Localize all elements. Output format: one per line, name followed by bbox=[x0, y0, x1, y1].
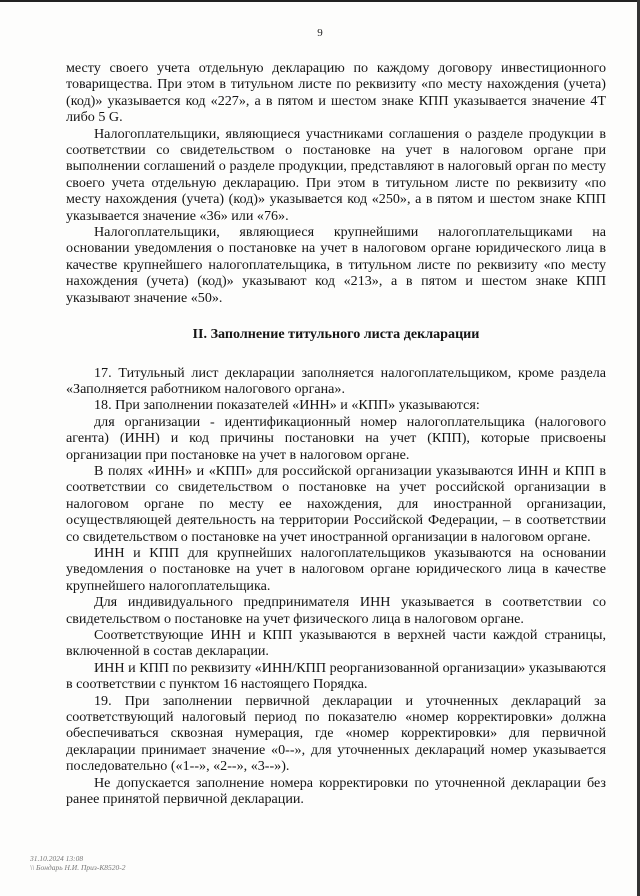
paragraph-19: 19. При заполнении первичной декларации и уточненных деклараций за соответствующий налоговый период по показателю «номер корректировки» должна обеспечиваться сквозная нумерация, где «номер корректировки» для первичной декларации принимает значение «0--», для уточненных деклараций номер указывается последовательно («1--», «2--», «3--»). bbox=[66, 692, 606, 775]
paragraph-continuation: месту своего учета отдельную декларацию по каждому договору инвестиционного товарищества. При этом в титульном листе по реквизиту «по месту нахождения (учета) (код)» указывается код «227», а в пятом и шестом знаке КПП указывается значение 4Т либо 5 G. bbox=[66, 60, 606, 126]
paragraph-entrepreneur: Для индивидуального предпринимателя ИНН указывается в соответствии со свидетельством о постановке на учет физического лица в налоговом органе. bbox=[66, 594, 606, 627]
paragraph-each-page: Соответствующие ИНН и КПП указываются в верхней части каждой страницы, включенной в состав декларации. bbox=[66, 627, 606, 660]
document-footer bbox=[30, 854, 126, 872]
paragraph-18: 18. При заполнении показателей «ИНН» и «КПП» указываются: bbox=[94, 397, 480, 414]
footer-author: \\ Бондарь Н.И. Приз-К8520-2 bbox=[30, 863, 126, 872]
paragraph-17: 17. Титульный лист декларации заполняется налогоплательщиком, кроме раздела «Заполняется работником налогового органа». bbox=[66, 364, 606, 397]
paragraph-largest-taxpayers: Налогоплательщики, являющиеся крупнейшими налогоплательщиками на основании уведомления о постановке на учет в налоговом органе юридического лица в качестве крупнейшего налогоплательщика, в титульном листе по реквизиту «по месту нахождения (учета) (код)» указывают код «213», а в пятом и шестом знаке КПП указывают значение «50». bbox=[66, 224, 606, 306]
paragraph-reorganized: ИНН и КПП по реквизиту «ИНН/КПП реорганизованной организации» указываются в соответствии с пунктом 16 настоящего Порядка. bbox=[66, 659, 606, 693]
paragraph-largest-inn-kpp: ИНН и КПП для крупнейших налогоплательщиков указываются на основании уведомления о постановке на учет в налоговом органе юридического лица в качестве крупнейшего налогоплательщика. bbox=[66, 544, 606, 594]
paragraph-inn-kpp-fields: В полях «ИНН» и «КПП» для российской организации указываются ИНН и КПП в соответствии со свидетельством о постановке на учет российской организации в налоговом органе по месту ее нахождения, для иностранной организации, осуществляющей деятельность на территории Российской Федерации, – в соответствии со свидетельством о постановке на учет иностранной организации в налоговом органе. bbox=[66, 462, 606, 545]
paragraph-organization: для организации - идентификационный номер налогоплательщика (налогового агента) (ИНН) и код причины постановки на учет (КПП), которые присвоены организации при постановке на учет в налоговом органе. bbox=[66, 413, 606, 463]
document-body bbox=[66, 60, 606, 807]
scan-edge-top bbox=[0, 0, 640, 2]
footer-timestamp: 31.10.2024 13:08 bbox=[30, 854, 84, 863]
paragraph-psa-taxpayers: Налогоплательщики, являющиеся участниками соглашения о разделе продукции в соответствии со свидетельством о постановке на учет в налоговом органе при выполнении соглашений о разделе продукции, представляют в налоговый орган по месту своего учета отдельную декларацию. При этом в титульном листе по реквизиту «по месту нахождения (учета) (код)» указывается код «250», а в пятом и шестом знаке КПП указывается значение «36» или «76». bbox=[66, 125, 606, 224]
page-number: 9 bbox=[317, 27, 323, 39]
paragraph-no-correction: Не допускается заполнение номера корректировки по уточненной декларации без ранее принятой первичной декларации. bbox=[66, 774, 606, 808]
section-heading: II. Заполнение титульного листа декларации bbox=[192, 326, 480, 343]
